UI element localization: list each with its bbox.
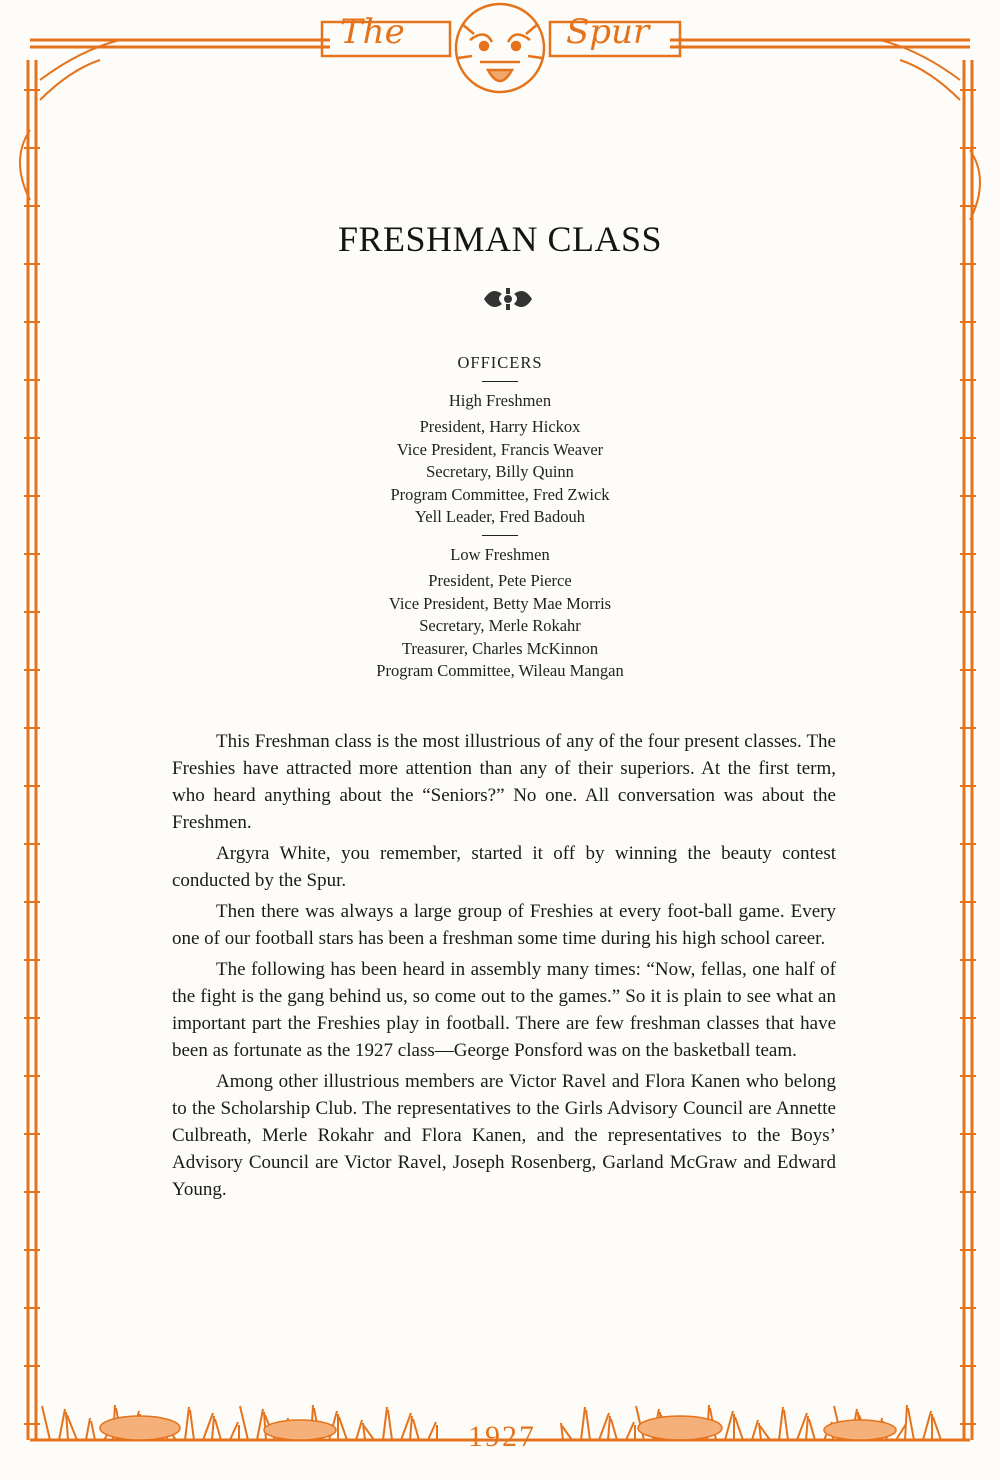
officer-line: President, Pete Pierce	[428, 571, 572, 590]
officer-line: Secretary, Merle Rokahr	[419, 616, 581, 635]
officer-line: Vice President, Francis Weaver	[396, 439, 604, 459]
divider	[482, 535, 518, 536]
officer-line: Vice President, Betty Mae Morris	[388, 593, 612, 613]
paragraph: Then there was always a large group of Freshies at every foot-ball game. Every one of our football stars has been a freshman some time during his high school career.	[172, 901, 836, 949]
officer-line: Secretary, Billy Quinn	[426, 462, 574, 481]
officers-section	[0, 352, 1000, 683]
footer-year: 1927	[468, 1420, 536, 1453]
low-freshmen-heading: Low Freshmen	[450, 544, 550, 564]
fleuron-ornament	[478, 284, 538, 314]
header-spur: Spur	[566, 12, 650, 52]
body-text	[172, 728, 836, 1207]
high-freshmen-heading: High Freshmen	[448, 390, 552, 410]
officer-line: Yell Leader, Fred Badouh	[415, 507, 585, 526]
paragraph: This Freshman class is the most illustrious of any of the four present classes. The Freshies have attracted more attention than any of their superiors. At the first term, who heard anything about the “Seniors?” No one. All conversation was about the Freshmen.	[172, 731, 836, 833]
paragraph: Argyra White, you remember, started it off by winning the beauty contest conducted by the Spur.	[172, 843, 836, 891]
paragraph: Among other illustrious members are Victor Ravel and Flora Kanen who belong to the Scholarship Club. The representatives to the Girls Advisory Council are Annette Culbreath, Merle Rokahr and Flora Kanen, and the representatives to the Boys’ Advisory Council are Victor Ravel, Joseph Rosenberg, Garland McGraw and Edward Young.	[172, 1071, 836, 1200]
header-the: The	[340, 12, 405, 52]
officer-line: Treasurer, Charles McKinnon	[401, 638, 599, 658]
paragraph: The following has been heard in assembly many times: “Now, fellas, one half of the fight is the gang behind us, so come out to the games.” So it is plain to see what an important part the Freshies play in football. There are few freshman classes that have been as fortunate as the 1927 class—George Ponsford was on the basketball team.	[172, 959, 836, 1061]
page-title: FRESHMAN CLASS	[337, 219, 663, 259]
officer-line: President, Harry Hickox	[419, 417, 581, 436]
tiger-head-emblem	[456, 4, 544, 92]
officers-heading: OFFICERS	[457, 353, 543, 372]
officer-line: Program Committee, Fred Zwick	[390, 484, 610, 504]
divider	[482, 381, 518, 382]
officer-line: Program Committee, Wileau Mangan	[376, 661, 624, 680]
